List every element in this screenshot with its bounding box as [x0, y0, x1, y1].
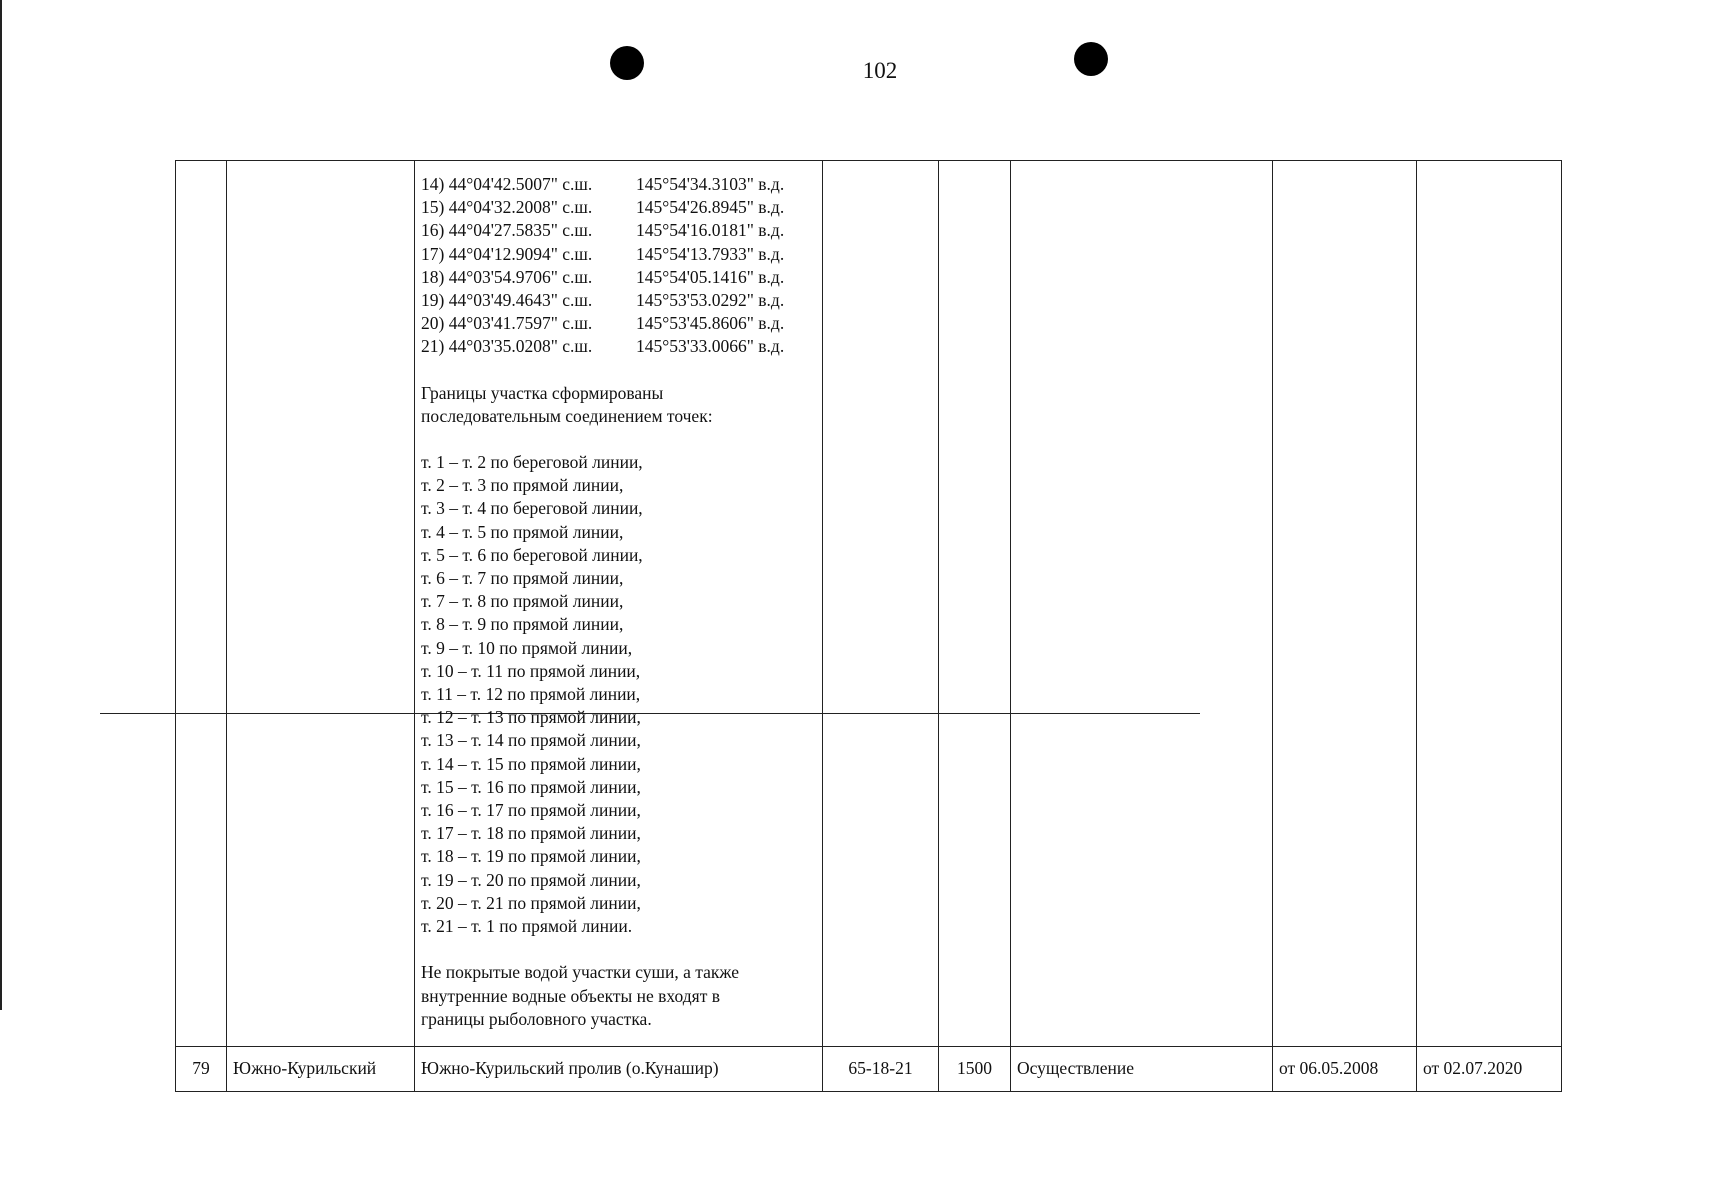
coordinate-latitude: 19) 44°03'49.4643" с.ш.: [421, 290, 593, 311]
coordinate-line: [421, 289, 816, 312]
boundary-line: т. 16 – т. 17 по прямой линии,: [421, 800, 641, 821]
coordinate-line: [421, 243, 816, 266]
boundary-line: т. 19 – т. 20 по прямой линии,: [421, 869, 641, 890]
cell-description: [415, 161, 823, 1047]
coordinate-longitude: 145°53'33.0066" в.д.: [636, 336, 785, 357]
cell-empty: [1011, 161, 1273, 1047]
boundary-line: т. 6 – т. 7 по прямой линии,: [421, 568, 624, 589]
boundary-line: т. 13 – т. 14 по прямой линии,: [421, 730, 641, 751]
coordinate-line: [421, 219, 816, 242]
activity: Осуществление: [1011, 1047, 1273, 1092]
boundary-line: т. 7 – т. 8 по прямой линии,: [421, 591, 624, 612]
registry-table: [175, 160, 1562, 1092]
area: 1500: [939, 1047, 1011, 1092]
boundary-line: т. 18 – т. 19 по прямой линии,: [421, 846, 641, 867]
boundary-line: т. 1 – т. 2 по береговой линии,: [421, 452, 643, 473]
boundary-intro-line: Границы участка сформированы: [421, 382, 664, 403]
cell-empty: [1417, 161, 1562, 1047]
coordinate-line: [421, 266, 816, 289]
boundary-line: т. 4 – т. 5 по прямой линии,: [421, 521, 624, 542]
coordinates-list: [421, 173, 816, 359]
boundary-intro: [421, 382, 816, 428]
row-number: 79: [176, 1047, 227, 1092]
boundary-line: т. 3 – т. 4 по береговой линии,: [421, 498, 643, 519]
coordinate-longitude: 145°54'34.3103" в.д.: [636, 174, 785, 194]
boundary-line: т. 10 – т. 11 по прямой линии,: [421, 660, 641, 681]
coordinate-latitude: 21) 44°03'35.0208" с.ш.: [421, 336, 593, 357]
coordinate-longitude: 145°53'45.8606" в.д.: [636, 313, 785, 334]
cell-empty: [227, 161, 415, 1047]
boundary-line: т. 17 – т. 18 по прямой линии,: [421, 823, 641, 844]
boundary-line: т. 15 – т. 16 по прямой линии,: [421, 776, 641, 797]
cell-empty: [939, 161, 1011, 1047]
cell-empty: [823, 161, 939, 1047]
coordinate-line: [421, 312, 816, 335]
punch-hole-left: [610, 46, 644, 80]
boundary-line: т. 9 – т. 10 по прямой линии,: [421, 637, 633, 658]
boundary-line: т. 5 – т. 6 по береговой линии,: [421, 544, 643, 565]
date-to: от 02.07.2020: [1417, 1047, 1562, 1092]
coordinate-latitude: 20) 44°03'41.7597" с.ш.: [421, 313, 593, 334]
coordinate-longitude: 145°54'13.7933" в.д.: [636, 243, 785, 264]
coordinate-longitude: 145°54'16.0181" в.д.: [636, 220, 785, 241]
page-number: 102: [862, 58, 898, 83]
cell-empty: [176, 161, 227, 1047]
boundary-line: т. 12 – т. 13 по прямой линии,: [421, 707, 641, 728]
cell-empty: [1273, 161, 1417, 1047]
coordinate-latitude: 15) 44°04'32.2008" с.ш.: [421, 197, 593, 218]
boundary-line: т. 2 – т. 3 по прямой линии,: [421, 475, 624, 496]
coordinate-longitude: 145°53'53.0292" в.д.: [636, 290, 785, 311]
boundary-line: т. 20 – т. 21 по прямой линии,: [421, 892, 641, 913]
boundary-intro-line: последовательным соединением точек:: [421, 405, 713, 426]
district: Южно-Курильский: [227, 1047, 415, 1092]
note-line: Не покрытые водой участки суши, а также: [421, 962, 739, 983]
boundary-line: т. 21 – т. 1 по прямой линии.: [421, 916, 633, 937]
boundary-line: т. 8 – т. 9 по прямой линии,: [421, 614, 624, 635]
coordinate-latitude: 14) 44°04'42.5007" с.ш.: [421, 174, 593, 194]
table-row-continuation: [176, 161, 1562, 1047]
boundary-lines-list: [421, 451, 816, 938]
table-row-79: [176, 1047, 1562, 1092]
coordinate-latitude: 18) 44°03'54.9706" с.ш.: [421, 266, 593, 287]
coordinate-longitude: 145°54'05.1416" в.д.: [636, 266, 785, 287]
date-from: от 06.05.2008: [1273, 1047, 1417, 1092]
note-line: границы рыболовного участка.: [421, 1008, 652, 1029]
coordinate-latitude: 17) 44°04'12.9094" с.ш.: [421, 243, 593, 264]
coordinate-line: [421, 335, 816, 358]
site-code: 65-18-21: [823, 1047, 939, 1092]
coordinate-longitude: 145°54'26.8945" в.д.: [636, 197, 785, 218]
boundary-line: т. 11 – т. 12 по прямой линии,: [421, 684, 641, 705]
coordinate-line: [421, 173, 816, 196]
coordinate-line: [421, 196, 816, 219]
boundary-line: т. 14 – т. 15 по прямой линии,: [421, 753, 641, 774]
note-line: внутренние водные объекты не входят в: [421, 985, 720, 1006]
note: [421, 961, 816, 1031]
coordinate-latitude: 16) 44°04'27.5835" с.ш.: [421, 220, 593, 241]
location: Южно-Курильский пролив (о.Кунашир): [415, 1047, 823, 1092]
punch-hole-right: [1074, 42, 1108, 76]
scan-artifact-line: [0, 0, 2, 1010]
